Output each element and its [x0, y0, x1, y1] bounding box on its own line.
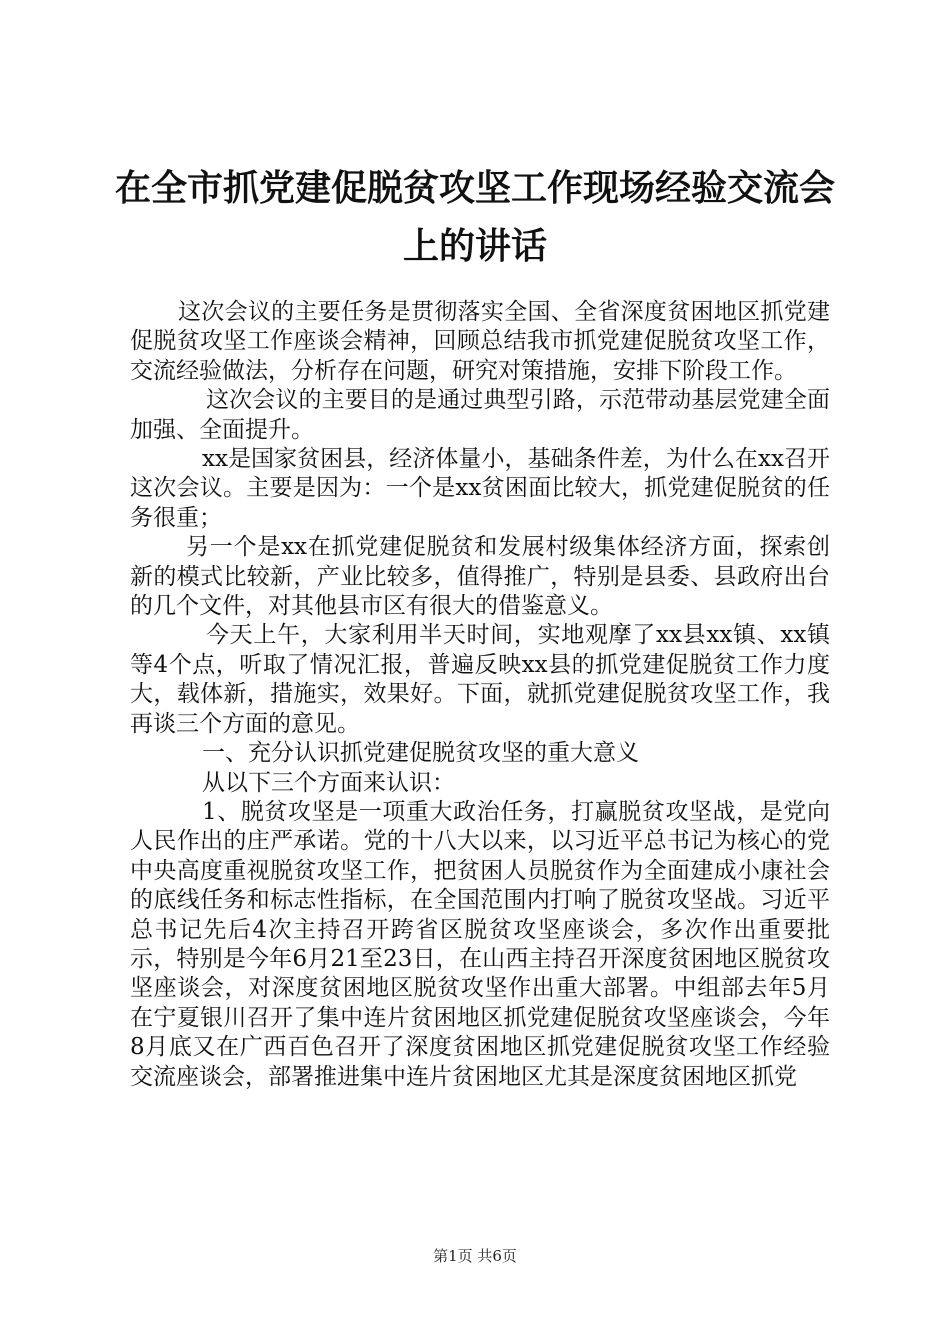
- paragraph-6: 从以下三个方面来认识：: [202, 769, 455, 796]
- paragraph-5: 今天上午，大家利用半天时间，实地观摩了xx县xx镇、xx镇等4个点，听取了情况汇报，普遍反映xx县的抓党建促脱贫工作力度大，载体新，措施实，效果好。下面，就抓党建促脱贫攻坚工作，我再谈三个方面的意见。: [130, 622, 830, 737]
- title-line-2: 上的讲话: [402, 226, 547, 267]
- document-title: [100, 160, 850, 276]
- paragraph-7: 1、脱贫攻坚是一项重大政治任务，打赢脱贫攻坚战，是党向人民作出的庄严承诺。党的十八大以来，以习近平总书记为核心的党中央高度重视脱贫攻坚工作，把贫困人员脱贫作为全面建成小康社会的底线任务和标志性指标，在全国范围内打响了脱贫攻坚战。习近平总书记先后4次主持召开跨省区脱贫攻坚座谈会，多次作出重要批示，特别是今年6月21至23日，在山西主持召开深度贫困地区脱贫攻坚座谈会，对深度贫困地区脱贫攻坚作出重大部署。中组部去年5月在宁夏银川召开了集中连片贫困地区抓党建促脱贫攻坚座谈会，今年8月底又在广西百色召开了深度贫困地区抓党建促脱贫攻坚工作经验交流座谈会，部署推进集中连片贫困地区尤其是深度贫困地区抓党: [130, 798, 830, 1090]
- title-line-1: 在全市抓党建促脱贫攻坚工作现场经验交流会: [114, 168, 835, 209]
- page-footer: 第1页 共6页: [433, 1247, 517, 1265]
- paragraph-3: xx是国家贫困县，经济体量小，基础条件差，为什么在xx召开这次会议。主要是因为：一个是xx贫困面比较大，抓党建促脱贫的任务很重；: [130, 446, 830, 531]
- paragraph-2: 这次会议的主要目的是通过典型引路，示范带动基层党建全面加强、全面提升。: [130, 387, 830, 443]
- paragraph-1: 这次会议的主要任务是贯彻落实全国、全省深度贫困地区抓党建促脱贫攻坚工作座谈会精神，回顾总结我市抓党建促脱贫攻坚工作，交流经验做法，分析存在问题，研究对策措施，安排下阶段工作。: [130, 299, 830, 384]
- document-body: [130, 298, 830, 1092]
- paragraph-4: 另一个是xx在抓党建促脱贫和发展村级集体经济方面，探索创新的模式比较新，产业比较多，值得推广，特别是县委、县政府出台的几个文件，对其他县市区有很大的借鉴意义。: [130, 534, 830, 620]
- section-heading-1: 一、充分认识抓党建促脱贫攻坚的重大意义: [202, 740, 639, 767]
